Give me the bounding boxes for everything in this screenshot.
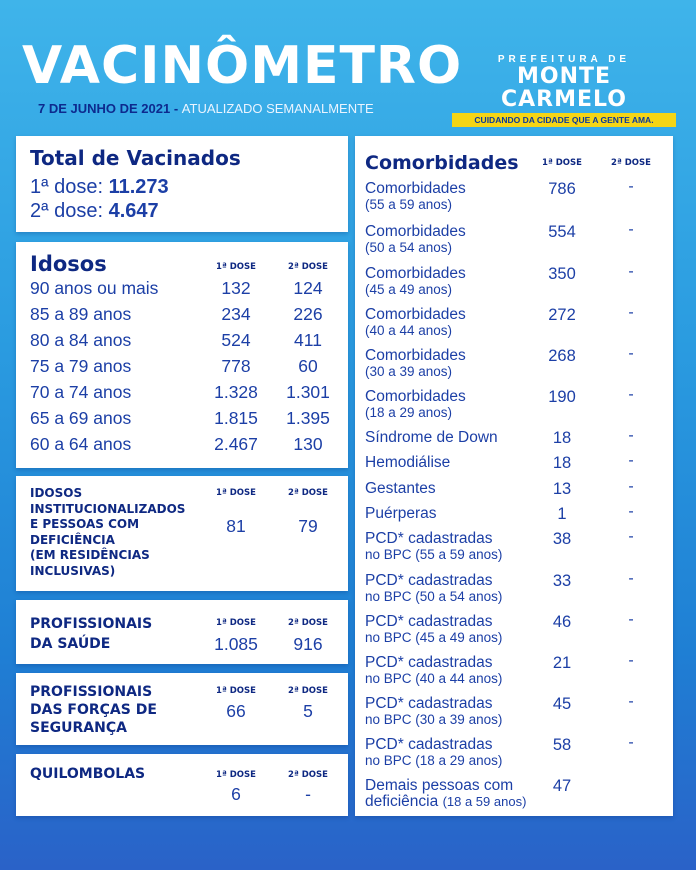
comorbidade-row-dose2: - (628, 503, 634, 520)
idosos-row-dose2: 1.395 (286, 408, 330, 428)
idosos-row-label: 60 a 64 anos (30, 434, 132, 454)
idosos-dose2-header: 2ª DOSE (288, 262, 328, 272)
comorbidade-row-line1: PCD* cadastradas (365, 572, 493, 589)
comorbidade-row-line2: no BPC (18 a 29 anos) (365, 753, 503, 768)
idosos-row-dose1: 2.467 (214, 434, 258, 454)
comorbidade-row-dose1: 350 (548, 265, 576, 283)
comorbidade-row-dose2: - (628, 345, 634, 362)
idosos-row-dose1: 778 (221, 356, 251, 376)
comorbidade-row-dose1: 45 (552, 695, 572, 713)
inst-dose2-value: 79 (298, 516, 318, 536)
comorbidades-title: Comorbidades (365, 152, 519, 174)
saude-dose1-header: 1ª DOSE (216, 618, 256, 628)
comorbidade-row-label (365, 224, 466, 256)
idosos-row-label: 75 a 79 anos (30, 356, 132, 376)
comorbidade-row-label (365, 531, 502, 563)
quil-dose1-header: 1ª DOSE (216, 770, 256, 780)
idosos-row-dose2: 124 (293, 278, 323, 298)
quil-dose1-value: 6 (231, 784, 241, 804)
comorbidade-row-line2: (30 a 39 anos) (365, 364, 453, 379)
comorbidade-row-line1: PCD* cadastradas (365, 530, 493, 547)
comorbidade-row-line1: Hemodiálise (365, 454, 451, 471)
comorbidade-row-line1: Comorbidades (365, 265, 466, 282)
comorbidade-row-dose1: 272 (548, 306, 576, 324)
idosos-row-label: 85 a 89 anos (30, 304, 132, 324)
comorbidade-row-label (365, 181, 466, 213)
comorbidade-row-label (365, 655, 502, 687)
comorbidade-row-label (365, 307, 466, 339)
comorbidade-row-label (365, 696, 502, 728)
comorbidade-row-line1: PCD* cadastradas (365, 613, 493, 630)
comorbidade-row-dose1: 190 (548, 388, 576, 406)
idosos-row-dose2: 411 (294, 330, 322, 350)
comorbidade-row-dose2: - (628, 734, 634, 751)
quil-dose2-header: 2ª DOSE (288, 770, 328, 780)
comorbidade-row-dose2: - (628, 304, 634, 321)
institucionalizados-title-line: (EM RESIDÊNCIAS (30, 548, 150, 562)
comorbidades-dose2-header: 2ª DOSE (611, 158, 651, 168)
idosos-row-dose1: 234 (221, 304, 251, 324)
total-dose2-label: 2ª dose: (30, 200, 104, 222)
total-vacinados-card (16, 136, 348, 232)
comorbidade-row-label (365, 778, 526, 810)
logo-slogan: CUIDANDO DA CIDADE QUE A GENTE AMA. (452, 113, 676, 127)
comorbidade-row-dose2: - (628, 693, 634, 710)
comorbidade-row-dose1: 13 (552, 480, 572, 498)
saude-card (16, 600, 348, 664)
comorbidade-row-dose2: - (628, 528, 634, 545)
comorbidade-row-dose1: 46 (552, 613, 572, 631)
quilombolas-title: QUILOMBOLAS (30, 766, 146, 782)
saude-title-line: DA SAÚDE (30, 636, 111, 652)
comorbidade-row-line1: Comorbidades (365, 388, 466, 405)
header-title: VACINÔMETRO (22, 36, 463, 96)
institucionalizados-title-line: DEFICIÊNCIA (30, 532, 115, 547)
prefeitura-logo (452, 54, 676, 127)
comorbidade-row-dose1: 18 (552, 429, 572, 447)
idosos-card (16, 242, 348, 468)
comorbidade-row-line1: Síndrome de Down (365, 429, 498, 446)
footnote: * Pessoa com deficiência (656, 589, 666, 690)
comorbidade-row-line2: no BPC (40 a 44 anos) (365, 671, 503, 686)
seg-dose1-header: 1ª DOSE (216, 686, 256, 696)
comorbidade-row-dose1: 1 (557, 505, 567, 523)
comorbidade-row-label (365, 614, 502, 646)
comorbidade-row-line2-small: (18 a 59 anos) (442, 794, 527, 809)
idosos-row-dose1: 132 (221, 278, 251, 298)
comorbidade-row-line1: Gestantes (365, 480, 436, 497)
comorbidade-row-dose2: - (628, 570, 634, 587)
seguranca-title-line: PROFISSIONAIS (30, 684, 153, 700)
seguranca-title-line: DAS FORÇAS DE (30, 702, 157, 718)
inst-dose2-header: 2ª DOSE (288, 488, 328, 498)
institucionalizados-card (16, 476, 348, 591)
comorbidade-row-line2: no BPC (30 a 39 anos) (365, 712, 503, 727)
comorbidade-row-line2: no BPC (45 a 49 anos) (365, 630, 503, 645)
comorbidade-row-label (365, 737, 502, 769)
comorbidade-row-dose1: 786 (548, 180, 576, 198)
total-dose2 (30, 200, 159, 223)
seguranca-card (16, 673, 348, 745)
comorbidade-row-line1: PCD* cadastradas (365, 695, 493, 712)
saude-title-line: PROFISSIONAIS (30, 616, 153, 632)
quilombolas-card (16, 754, 348, 816)
seg-dose1-value: 66 (226, 701, 246, 721)
idosos-row-dose2: 130 (293, 434, 323, 454)
header-subtitle (38, 101, 374, 116)
saude-dose2-header: 2ª DOSE (288, 618, 328, 628)
comorbidade-row-dose2: - (628, 427, 634, 444)
idosos-title: Idosos (30, 252, 107, 276)
comorbidade-row-dose2: - (628, 478, 634, 495)
header-update-note: ATUALIZADO SEMANALMENTE (181, 101, 374, 116)
inst-dose1-header: 1ª DOSE (216, 488, 256, 498)
idosos-row-dose2: 226 (293, 304, 323, 324)
comorbidade-row-label (365, 481, 436, 497)
comorbidade-row-label (365, 430, 498, 446)
comorbidade-row-line1: Comorbidades (365, 347, 466, 364)
institucionalizados-title-line: IDOSOS (30, 486, 83, 500)
comorbidade-row-dose2: - (628, 452, 634, 469)
comorbidade-row-dose1: 33 (552, 572, 572, 590)
comorbidade-row-label (365, 266, 466, 298)
comorbidade-row-dose1: 38 (552, 530, 572, 548)
comorbidade-row-line1: Demais pessoas com (365, 777, 514, 794)
comorbidade-row-dose2: - (628, 386, 634, 403)
seg-dose2-header: 2ª DOSE (288, 686, 328, 696)
total-title: Total de Vacinados (30, 146, 241, 170)
institucionalizados-title (30, 486, 185, 579)
comorbidade-row-dose2: - (628, 263, 634, 280)
logo-top: PREFEITURA DE (497, 54, 631, 65)
comorbidade-row-dose2: - (628, 221, 634, 238)
comorbidade-row-line2: (50 a 54 anos) (365, 240, 453, 255)
comorbidade-row-line1: Puérperas (365, 505, 437, 522)
comorbidade-row-line1: Comorbidades (365, 223, 466, 240)
saude-dose1-value: 1.085 (214, 634, 258, 654)
comorbidade-row-dose2: - (628, 611, 634, 628)
comorbidade-row-line1: PCD* cadastradas (365, 654, 493, 671)
comorbidade-row-dose2: - (628, 178, 634, 195)
comorbidade-row-label (365, 506, 437, 522)
comorbidade-row-line2: no BPC (50 a 54 anos) (365, 589, 503, 604)
total-dose1 (30, 176, 169, 199)
idosos-row-dose2: 1.301 (286, 382, 330, 402)
comorbidades-card (355, 136, 673, 816)
idosos-row-label: 80 a 84 anos (30, 330, 132, 350)
comorbidade-row-label (365, 389, 466, 421)
comorbidade-row-dose1: 268 (548, 347, 576, 365)
comorbidade-row-label (365, 455, 450, 471)
idosos-row-dose1: 524 (221, 330, 251, 350)
idosos-row-label: 65 a 69 anos (30, 408, 132, 428)
total-dose1-label: 1ª dose: (30, 176, 104, 198)
idosos-row-label: 90 anos ou mais (30, 278, 159, 298)
comorbidade-row-dose1: 554 (548, 223, 576, 241)
comorbidades-dose1-header: 1ª DOSE (542, 158, 582, 168)
comorbidade-row-line1: Comorbidades (365, 180, 466, 197)
institucionalizados-title-line: INCLUSIVAS) (30, 563, 116, 578)
comorbidade-row-line1: Comorbidades (365, 306, 466, 323)
seguranca-title-line: SEGURANÇA (30, 720, 127, 736)
comorbidade-row-line1: PCD* cadastradas (365, 736, 493, 753)
idosos-row-dose1: 1.328 (214, 382, 258, 402)
comorbidade-row-line2: (40 a 44 anos) (365, 323, 453, 338)
saude-dose2-value: 916 (293, 634, 323, 654)
idosos-row-label: 70 a 74 anos (30, 382, 132, 402)
comorbidade-row-line2: deficiência (18 a 59 anos) (365, 793, 527, 810)
comorbidade-row-dose1: 47 (552, 777, 572, 795)
comorbidade-row-dose1: 18 (552, 454, 572, 472)
inst-dose1-value: 81 (226, 516, 246, 536)
seg-dose2-value: 5 (303, 701, 313, 721)
idosos-row-dose2: 60 (298, 356, 318, 376)
header-date: 7 DE JUNHO DE 2021 (38, 101, 171, 116)
idosos-dose1-header: 1ª DOSE (216, 262, 256, 272)
comorbidade-row-dose1: 21 (552, 654, 572, 672)
comorbidade-row-line2: (45 a 49 anos) (365, 282, 453, 297)
institucionalizados-title-line: E PESSOAS COM (30, 517, 140, 531)
logo-main: MONTE CARMELO (501, 64, 627, 113)
total-dose2-value: 4.647 (108, 200, 159, 222)
comorbidade-row-line2: no BPC (55 a 59 anos) (365, 547, 503, 562)
comorbidade-row-label (365, 573, 502, 605)
institucionalizados-title-line: INSTITUCIONALIZADOS (30, 501, 186, 516)
seguranca-title (30, 683, 157, 737)
comorbidade-row-line2: (18 a 29 anos) (365, 405, 453, 420)
comorbidade-row-dose1: 58 (552, 736, 572, 754)
total-dose1-value: 11.273 (108, 176, 169, 198)
quil-dose2-value: - (305, 784, 311, 804)
comorbidade-row-label (365, 348, 466, 380)
comorbidade-row-dose2: - (628, 652, 634, 669)
saude-title (30, 614, 152, 654)
comorbidade-row-line2: (55 a 59 anos) (365, 197, 453, 212)
idosos-row-dose1: 1.815 (214, 408, 258, 428)
header-separator: - (170, 101, 182, 116)
